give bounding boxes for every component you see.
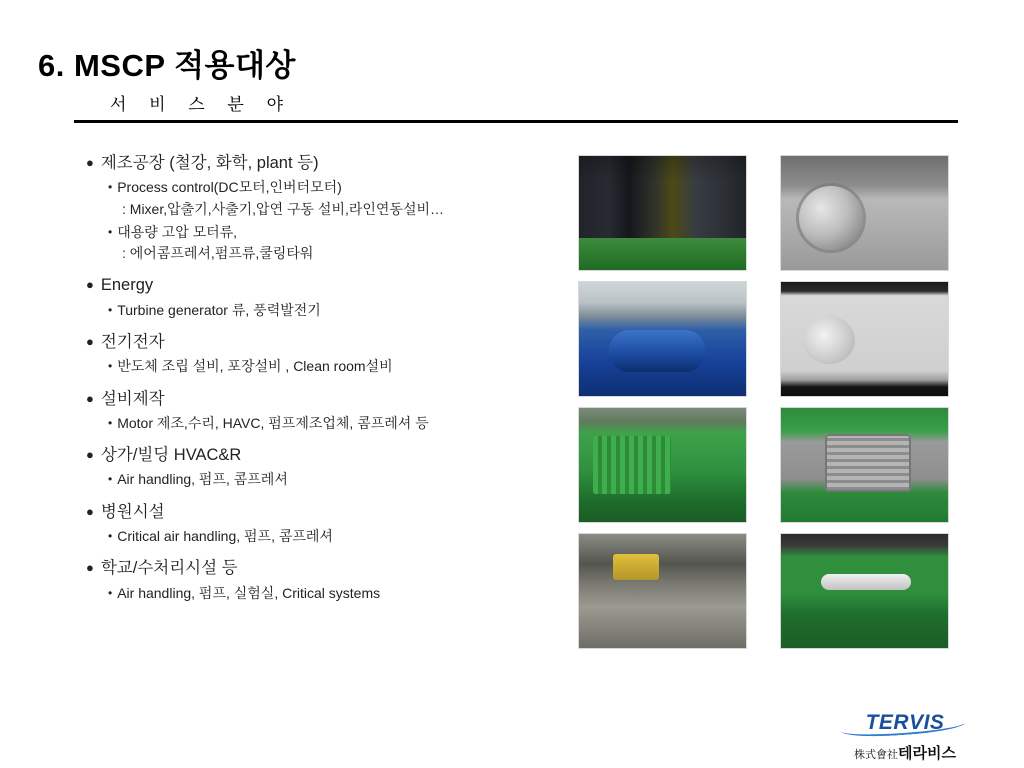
section-heading-label: Energy xyxy=(100,276,154,295)
section-heading-label: 상가/빌딩 HVAC&R xyxy=(100,446,242,465)
section-line xyxy=(108,297,556,320)
section-heading xyxy=(86,444,556,466)
photo-gallery xyxy=(578,155,950,659)
section-equipment-manufacturing xyxy=(86,388,556,434)
section-line xyxy=(108,466,556,489)
section-school-water xyxy=(86,557,556,603)
photo-control-panel-room xyxy=(780,281,949,397)
small-bullet-icon: • xyxy=(108,528,113,543)
section-heading-label: 학교/수처리시설 등 xyxy=(100,559,238,578)
section-heading-label: 설비제작 xyxy=(100,389,165,408)
photo-blue-compressor xyxy=(578,281,747,397)
filled-circle-icon: ● xyxy=(86,390,94,406)
section-manufacturing xyxy=(86,152,556,263)
filled-circle-icon: ● xyxy=(86,447,94,463)
logo-wordmark-text: TERVIS xyxy=(865,711,945,734)
section-energy xyxy=(86,274,556,320)
section-line xyxy=(108,523,556,546)
logo-company-korean: 테라비스 xyxy=(898,745,956,762)
section-hvacr xyxy=(86,444,556,490)
section-heading xyxy=(86,152,556,174)
section-line-label: Air handling, 펌프, 콤프레셔 xyxy=(117,471,288,488)
section-line-label: 반도체 조립 설비, 포장설비 , Clean room설비 xyxy=(117,358,393,375)
section-heading xyxy=(86,274,556,296)
section-line xyxy=(108,580,556,603)
photo-row xyxy=(578,533,950,649)
section-line-label: Process control(DC모터,인버터모터) xyxy=(117,179,342,196)
section-line-label: Critical air handling, 펌프, 콤프레셔 xyxy=(117,527,333,544)
small-bullet-icon: • xyxy=(108,359,113,374)
filled-circle-icon: ● xyxy=(86,155,94,170)
filled-circle-icon: ● xyxy=(86,560,94,576)
logo-company-prefix: 株式會社 xyxy=(854,749,899,761)
section-hospital xyxy=(86,501,556,547)
section-line xyxy=(108,219,556,242)
page-title: 6. MSCP 적용대상 xyxy=(38,48,296,83)
small-bullet-icon: • xyxy=(108,415,113,430)
section-heading-label: 제조공장 (철강, 화학, plant 등) xyxy=(100,154,319,172)
section-line-continued: : Mixer,압출기,사출기,압연 구동 설비,라인연동설비… xyxy=(122,200,444,217)
section-heading-label: 병원시설 xyxy=(100,502,165,521)
filled-circle-icon: ● xyxy=(86,334,94,350)
photo-blower-housing xyxy=(780,155,949,271)
section-electronics xyxy=(86,331,556,377)
section-line-label: Motor 제조,수리, HAVC, 펌프제조업체, 콤프레셔 등 xyxy=(117,414,429,431)
section-heading xyxy=(86,501,556,523)
section-heading xyxy=(86,557,556,579)
section-heading-label: 전기전자 xyxy=(100,333,165,352)
logo-company-name xyxy=(845,742,965,763)
section-line-label: Turbine generator 류, 풍력발전기 xyxy=(117,301,321,318)
photo-motor-drive-yellow xyxy=(578,155,747,271)
section-line-label: Air handling, 펌프, 실험실, Critical systems xyxy=(117,584,381,601)
photo-gray-pump-unit xyxy=(578,533,747,649)
section-heading xyxy=(86,388,556,410)
section-line-continued: : 에어콤프레셔,펌프류,쿨링타워 xyxy=(122,245,314,262)
filled-circle-icon: ● xyxy=(86,503,94,519)
small-bullet-icon: • xyxy=(108,302,113,317)
photo-green-machine xyxy=(578,407,747,523)
section-line xyxy=(108,174,556,197)
photo-row xyxy=(578,155,950,271)
logo-wordmark xyxy=(845,712,965,733)
photo-coupling-shaft xyxy=(780,533,949,649)
section-line xyxy=(108,410,556,433)
content-list xyxy=(86,152,556,614)
photo-green-motor-closeup xyxy=(780,407,949,523)
section-line xyxy=(108,353,556,376)
filled-circle-icon: ● xyxy=(86,277,94,293)
small-bullet-icon: • xyxy=(108,224,113,239)
title-divider xyxy=(74,120,958,123)
small-bullet-icon: • xyxy=(108,180,113,195)
small-bullet-icon: • xyxy=(108,585,113,600)
section-line-label: 대용량 고압 모터류, xyxy=(117,223,238,240)
company-logo xyxy=(845,712,965,763)
section-heading xyxy=(86,331,556,353)
photo-row xyxy=(578,407,950,523)
photo-row xyxy=(578,281,950,397)
small-bullet-icon: • xyxy=(108,472,113,487)
page-subtitle: 서 비 스 분 야 xyxy=(110,95,293,114)
